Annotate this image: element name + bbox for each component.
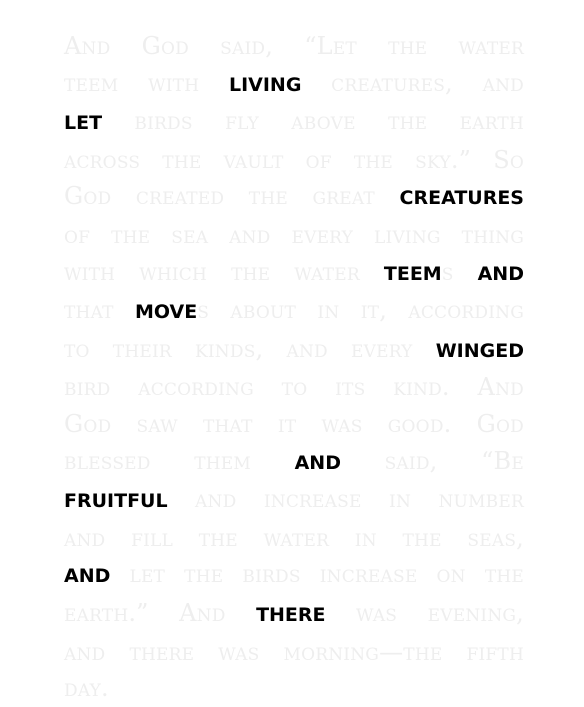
poem-line — [64, 178, 524, 217]
faded-text: was evening, — [325, 598, 524, 627]
poem-line — [64, 670, 524, 707]
faded-text: s — [441, 257, 478, 286]
faded-text: God saw that it was good. God — [64, 409, 524, 438]
faded-text: with which the water — [64, 257, 384, 286]
highlighted-word: LET — [64, 112, 103, 135]
poem-line — [64, 369, 524, 406]
poem-line — [64, 254, 524, 293]
highlighted-word: TEEM — [383, 262, 442, 285]
highlighted-word: AND — [64, 565, 111, 588]
highlighted-word: THERE — [256, 603, 326, 626]
poem-line — [64, 443, 524, 482]
faded-text: and increase in number — [167, 485, 524, 514]
faded-text: s about in it, according — [197, 296, 524, 325]
faded-text: and fill the water in the seas, — [64, 523, 524, 552]
faded-text: And God said, “Let the water — [64, 32, 524, 60]
poem-line — [64, 217, 524, 254]
faded-text: day. — [64, 674, 109, 703]
faded-text: let the birds increase on the — [110, 560, 524, 589]
poem-line — [64, 556, 524, 595]
faded-text: blessed them — [64, 446, 295, 475]
erasure-poem — [64, 28, 524, 707]
faded-text: said, “Be — [340, 446, 524, 475]
highlighted-word: WINGED — [435, 339, 524, 362]
poem-line — [64, 331, 524, 370]
faded-text: to their kinds, and every — [64, 334, 436, 363]
faded-text: God created the great — [64, 182, 400, 211]
poem-line — [64, 520, 524, 557]
faded-text: earth.” And — [64, 598, 257, 627]
poem-line — [64, 595, 524, 634]
poem-line — [64, 292, 524, 331]
faded-text: bird according to its kind. And — [64, 373, 524, 402]
poem-line — [64, 28, 524, 65]
poem-line — [64, 103, 524, 142]
poem-line — [64, 65, 524, 104]
highlighted-word: FRUITFUL — [64, 490, 168, 513]
faded-text: and there was morning—the fifth — [64, 637, 524, 666]
poem-line — [64, 634, 524, 671]
highlighted-word: MOVE — [134, 301, 198, 324]
faded-text: that — [64, 296, 135, 325]
highlighted-word: AND — [294, 451, 341, 474]
highlighted-word: LIVING — [228, 73, 302, 96]
faded-text: across the vault of the sky.” So — [64, 145, 524, 174]
faded-text: of the sea and every living thing — [64, 220, 524, 249]
poem-line — [64, 481, 524, 520]
poem-line — [64, 406, 524, 443]
faded-text: birds fly above the earth — [102, 107, 524, 136]
poem-line — [64, 142, 524, 179]
highlighted-word: AND — [477, 262, 524, 285]
faded-text: creatures, and — [301, 68, 524, 97]
highlighted-word: CREATURES — [399, 187, 524, 210]
faded-text: teem with — [64, 68, 229, 97]
